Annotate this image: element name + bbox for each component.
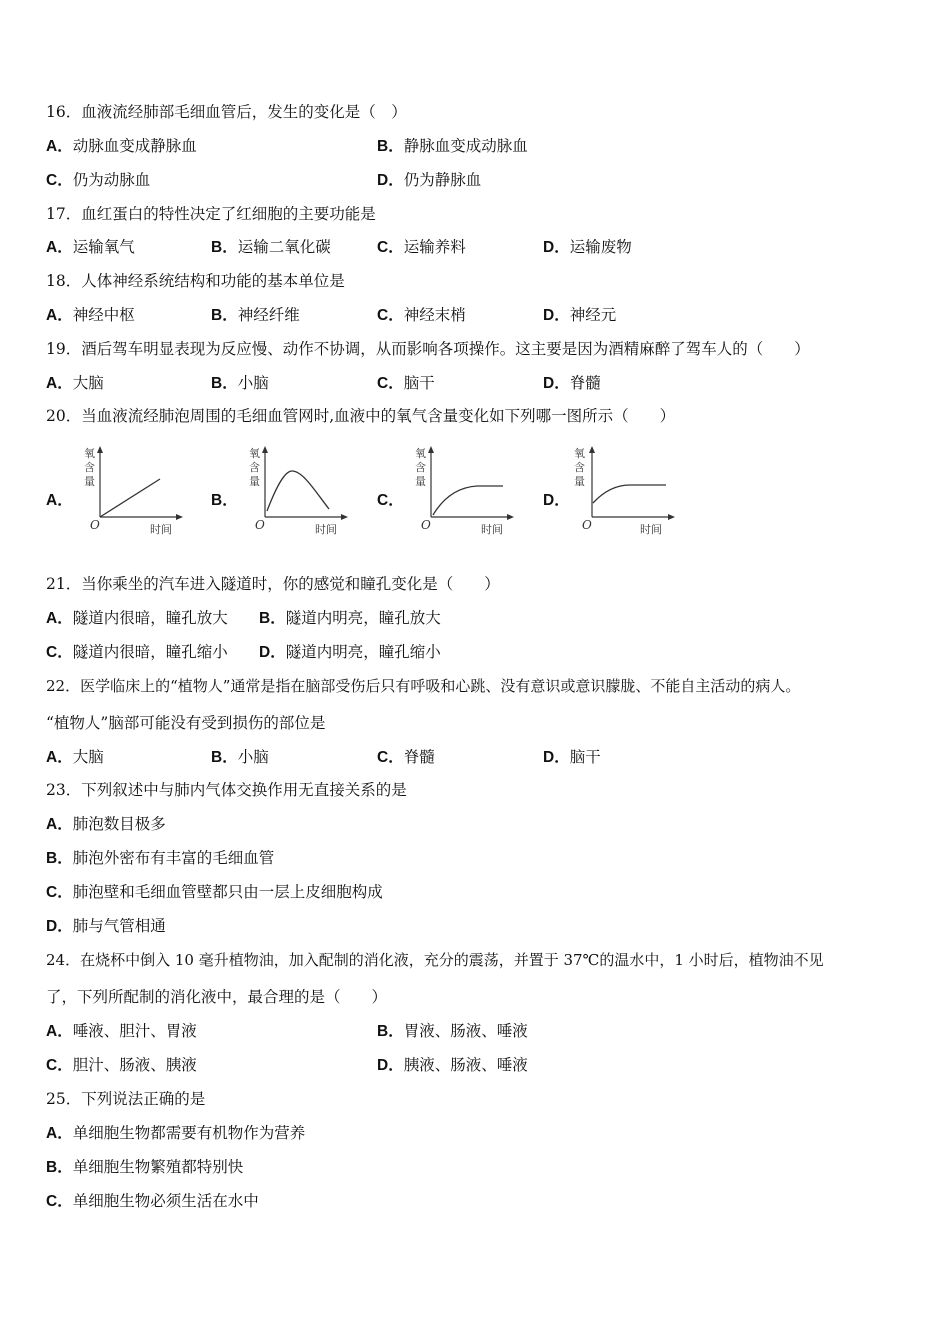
option-23-c: [46, 882, 383, 903]
question-22-stem-line2: “植物人”脑部可能没有受到损伤的部位是: [46, 714, 326, 732]
option-text: 仍为动脉血: [72, 171, 151, 189]
graph-xlabel: 时间: [481, 523, 503, 536]
option-16-b: [377, 136, 528, 157]
graph-ylabel-char: 量: [84, 475, 95, 488]
option-text: 肺与气管相通: [72, 917, 166, 935]
option-label: B．: [211, 375, 238, 392]
graph-ylabel-char: 量: [249, 475, 260, 488]
graph-b: [247, 445, 357, 540]
option-label: A．: [46, 816, 73, 833]
graph-x-arrow: [341, 514, 348, 520]
graph-ylabel-char: 氧: [84, 447, 95, 460]
option-label: B．: [46, 1159, 73, 1176]
option-20-c-label: C．: [377, 492, 404, 509]
option-20-d-label: D．: [543, 492, 570, 509]
graph-ylabel-char: 含: [84, 461, 95, 474]
graph-d: [572, 445, 682, 540]
option-25-a: [46, 1123, 305, 1144]
graph-x-arrow: [176, 514, 183, 520]
option-text: 运输二氧化碳: [237, 238, 331, 256]
question-18-stem: 18．人体神经系统结构和功能的基本单位是: [46, 272, 345, 290]
option-18-c: [377, 305, 466, 326]
question-25-stem: 25．下列说法正确的是: [46, 1090, 206, 1108]
option-label: D．: [46, 918, 73, 935]
option-label: A．: [46, 307, 73, 324]
question-24-stem-line2: 了，下列所配制的消化液中，最合理的是（ ）: [46, 988, 388, 1006]
option-20-a-label: A．: [46, 492, 73, 509]
option-label: A．: [46, 1023, 73, 1040]
option-22-a: [46, 747, 104, 768]
graph-ylabel-char: 量: [574, 475, 585, 488]
option-label: B．: [377, 1023, 404, 1040]
option-label: B．: [211, 239, 238, 256]
option-text: 动脉血变成静脉血: [72, 137, 197, 155]
option-text: 唾液、胆汁、胃液: [72, 1022, 197, 1040]
option-text: 小脑: [237, 748, 269, 766]
option-text: 隧道内很暗，瞳孔放大: [72, 609, 228, 627]
option-17-c: [377, 237, 466, 258]
option-text: 静脉血变成动脉血: [403, 137, 528, 155]
option-18-a: [46, 305, 135, 326]
option-24-d: [377, 1055, 528, 1076]
graph-ylabel-char: 含: [415, 461, 426, 474]
option-text: 隧道内明亮，瞳孔放大: [285, 609, 441, 627]
graph-y-arrow: [97, 446, 103, 453]
graph-y-arrow: [262, 446, 268, 453]
option-22-b: [211, 747, 269, 768]
option-16-a: [46, 136, 197, 157]
option-23-b: [46, 848, 274, 869]
option-label: B．: [377, 138, 404, 155]
option-17-d: [543, 237, 632, 258]
option-19-d: [543, 373, 601, 394]
option-24-b: [377, 1021, 528, 1042]
graph-origin: O: [255, 518, 265, 532]
option-label: B．: [211, 749, 238, 766]
graph-origin: O: [90, 518, 100, 532]
option-label: A．: [46, 749, 73, 766]
option-22-c: [377, 747, 435, 768]
option-label: C．: [377, 239, 404, 256]
option-label: C．: [46, 644, 73, 661]
option-19-a: [46, 373, 104, 394]
graph-xlabel: 时间: [640, 523, 662, 536]
option-label: C．: [46, 172, 73, 189]
option-label: D．: [543, 375, 570, 392]
question-21-stem: 21．当你乘坐的汽车进入隧道时，你的感觉和瞳孔变化是（ ）: [46, 575, 500, 593]
graph-ylabel-char: 含: [574, 461, 585, 474]
graph-xlabel: 时间: [315, 523, 337, 536]
graph-ylabel-char: 量: [415, 475, 426, 488]
option-text: 运输废物: [569, 238, 632, 256]
graph-x-arrow: [507, 514, 514, 520]
option-text: 胆汁、肠液、胰液: [72, 1056, 197, 1074]
option-text: 运输养料: [403, 238, 466, 256]
graph-origin: O: [421, 518, 431, 532]
option-text: 单细胞生物必须生活在水中: [72, 1192, 259, 1210]
graph-ylabel-char: 氧: [415, 447, 426, 460]
option-24-c: [46, 1055, 197, 1076]
graph-b-curve: [267, 471, 329, 511]
question-22-stem-line1: 22．医学临床上的“植物人”通常是指在脑部受伤后只有呼吸和心跳、没有意识或意识朦胧、不能自主活动的病人。: [46, 677, 801, 695]
option-21-a: [46, 608, 228, 629]
graph-c: [413, 445, 523, 540]
graph-xlabel: 时间: [150, 523, 172, 536]
option-label: B．: [259, 610, 286, 627]
option-text: 运输氧气: [72, 238, 135, 256]
option-text: 脑干: [403, 374, 435, 392]
option-text: 大脑: [72, 748, 104, 766]
option-label: A．: [46, 138, 73, 155]
graph-y-arrow: [428, 446, 434, 453]
option-text: 脑干: [569, 748, 601, 766]
option-label: D．: [543, 239, 570, 256]
graph-c-curve: [433, 486, 503, 515]
option-text: 胃液、肠液、唾液: [403, 1022, 528, 1040]
option-label: B．: [46, 850, 73, 867]
question-19-stem: 19．酒后驾车明显表现为反应慢、动作不协调，从而影响各项操作。这主要是因为酒精麻醉了驾车人的（ ）: [46, 340, 810, 358]
option-25-c: [46, 1191, 259, 1212]
option-16-d: [377, 170, 481, 191]
option-label: D．: [377, 172, 404, 189]
option-21-d: [259, 642, 441, 663]
option-16-c: [46, 170, 150, 191]
graph-origin: O: [582, 518, 592, 532]
graph-a: [82, 445, 192, 540]
graph-d-curve: [593, 485, 666, 503]
option-20-b-label: B．: [211, 492, 238, 509]
option-text: 小脑: [237, 374, 269, 392]
option-text: 仍为静脉血: [403, 171, 482, 189]
option-label: C．: [46, 1193, 73, 1210]
option-text: 肺泡数目极多: [72, 815, 166, 833]
option-text: 肺泡壁和毛细血管壁都只由一层上皮细胞构成: [72, 883, 383, 901]
option-label: A．: [46, 239, 73, 256]
option-label: A．: [46, 375, 73, 392]
option-text: 胰液、肠液、唾液: [403, 1056, 528, 1074]
option-label: A．: [46, 1125, 73, 1142]
option-text: 单细胞生物繁殖都特别快: [72, 1158, 244, 1176]
option-18-d: [543, 305, 616, 326]
option-23-d: [46, 916, 166, 937]
option-text: 神经中枢: [72, 306, 135, 324]
option-24-a: [46, 1021, 197, 1042]
graph-ylabel-char: 含: [249, 461, 260, 474]
option-label: D．: [377, 1057, 404, 1074]
graph-x-arrow: [668, 514, 675, 520]
option-21-c: [46, 642, 228, 663]
option-text: 肺泡外密布有丰富的毛细血管: [72, 849, 275, 867]
option-text: 单细胞生物都需要有机物作为营养: [72, 1124, 306, 1142]
option-label: A．: [46, 610, 73, 627]
option-text: 隧道内明亮，瞳孔缩小: [285, 643, 441, 661]
question-23-stem: 23．下列叙述中与肺内气体交换作用无直接关系的是: [46, 781, 407, 799]
option-18-b: [211, 305, 300, 326]
option-text: 大脑: [72, 374, 104, 392]
option-23-a: [46, 814, 166, 835]
option-21-b: [259, 608, 441, 629]
option-25-b: [46, 1157, 243, 1178]
option-label: D．: [259, 644, 286, 661]
option-text: 神经元: [569, 306, 617, 324]
option-19-b: [211, 373, 269, 394]
question-24-stem-line1: 24．在烧杯中倒入 10 毫升植物油，加入配制的消化液，充分的震荡，并置于 37℃的温水中，1 小时后，植物油不见: [46, 951, 824, 969]
option-text: 脊髓: [403, 748, 435, 766]
option-label: C．: [46, 1057, 73, 1074]
option-text: 隧道内很暗，瞳孔缩小: [72, 643, 228, 661]
option-label: C．: [377, 375, 404, 392]
option-19-c: [377, 373, 435, 394]
graph-y-arrow: [589, 446, 595, 453]
option-label: D．: [543, 307, 570, 324]
graph-ylabel-char: 氧: [574, 447, 585, 460]
option-text: 脊髓: [569, 374, 601, 392]
option-text: 神经纤维: [237, 306, 300, 324]
question-17-stem: 17．血红蛋白的特性决定了红细胞的主要功能是: [46, 205, 376, 223]
option-17-a: [46, 237, 135, 258]
graph-ylabel-char: 氧: [249, 447, 260, 460]
question-16-stem: 16．血液流经肺部毛细血管后，发生的变化是（ ）: [46, 103, 407, 121]
option-label: C．: [377, 307, 404, 324]
option-text: 神经末梢: [403, 306, 466, 324]
option-label: C．: [46, 884, 73, 901]
option-22-d: [543, 747, 601, 768]
option-17-b: [211, 237, 331, 258]
graph-a-curve: [100, 479, 160, 517]
option-label: B．: [211, 307, 238, 324]
question-20-stem: 20．当血液流经肺泡周围的毛细血管网时,血液中的氧气含量变化如下列哪一图所示（ ）: [46, 407, 676, 425]
option-label: D．: [543, 749, 570, 766]
option-label: C．: [377, 749, 404, 766]
